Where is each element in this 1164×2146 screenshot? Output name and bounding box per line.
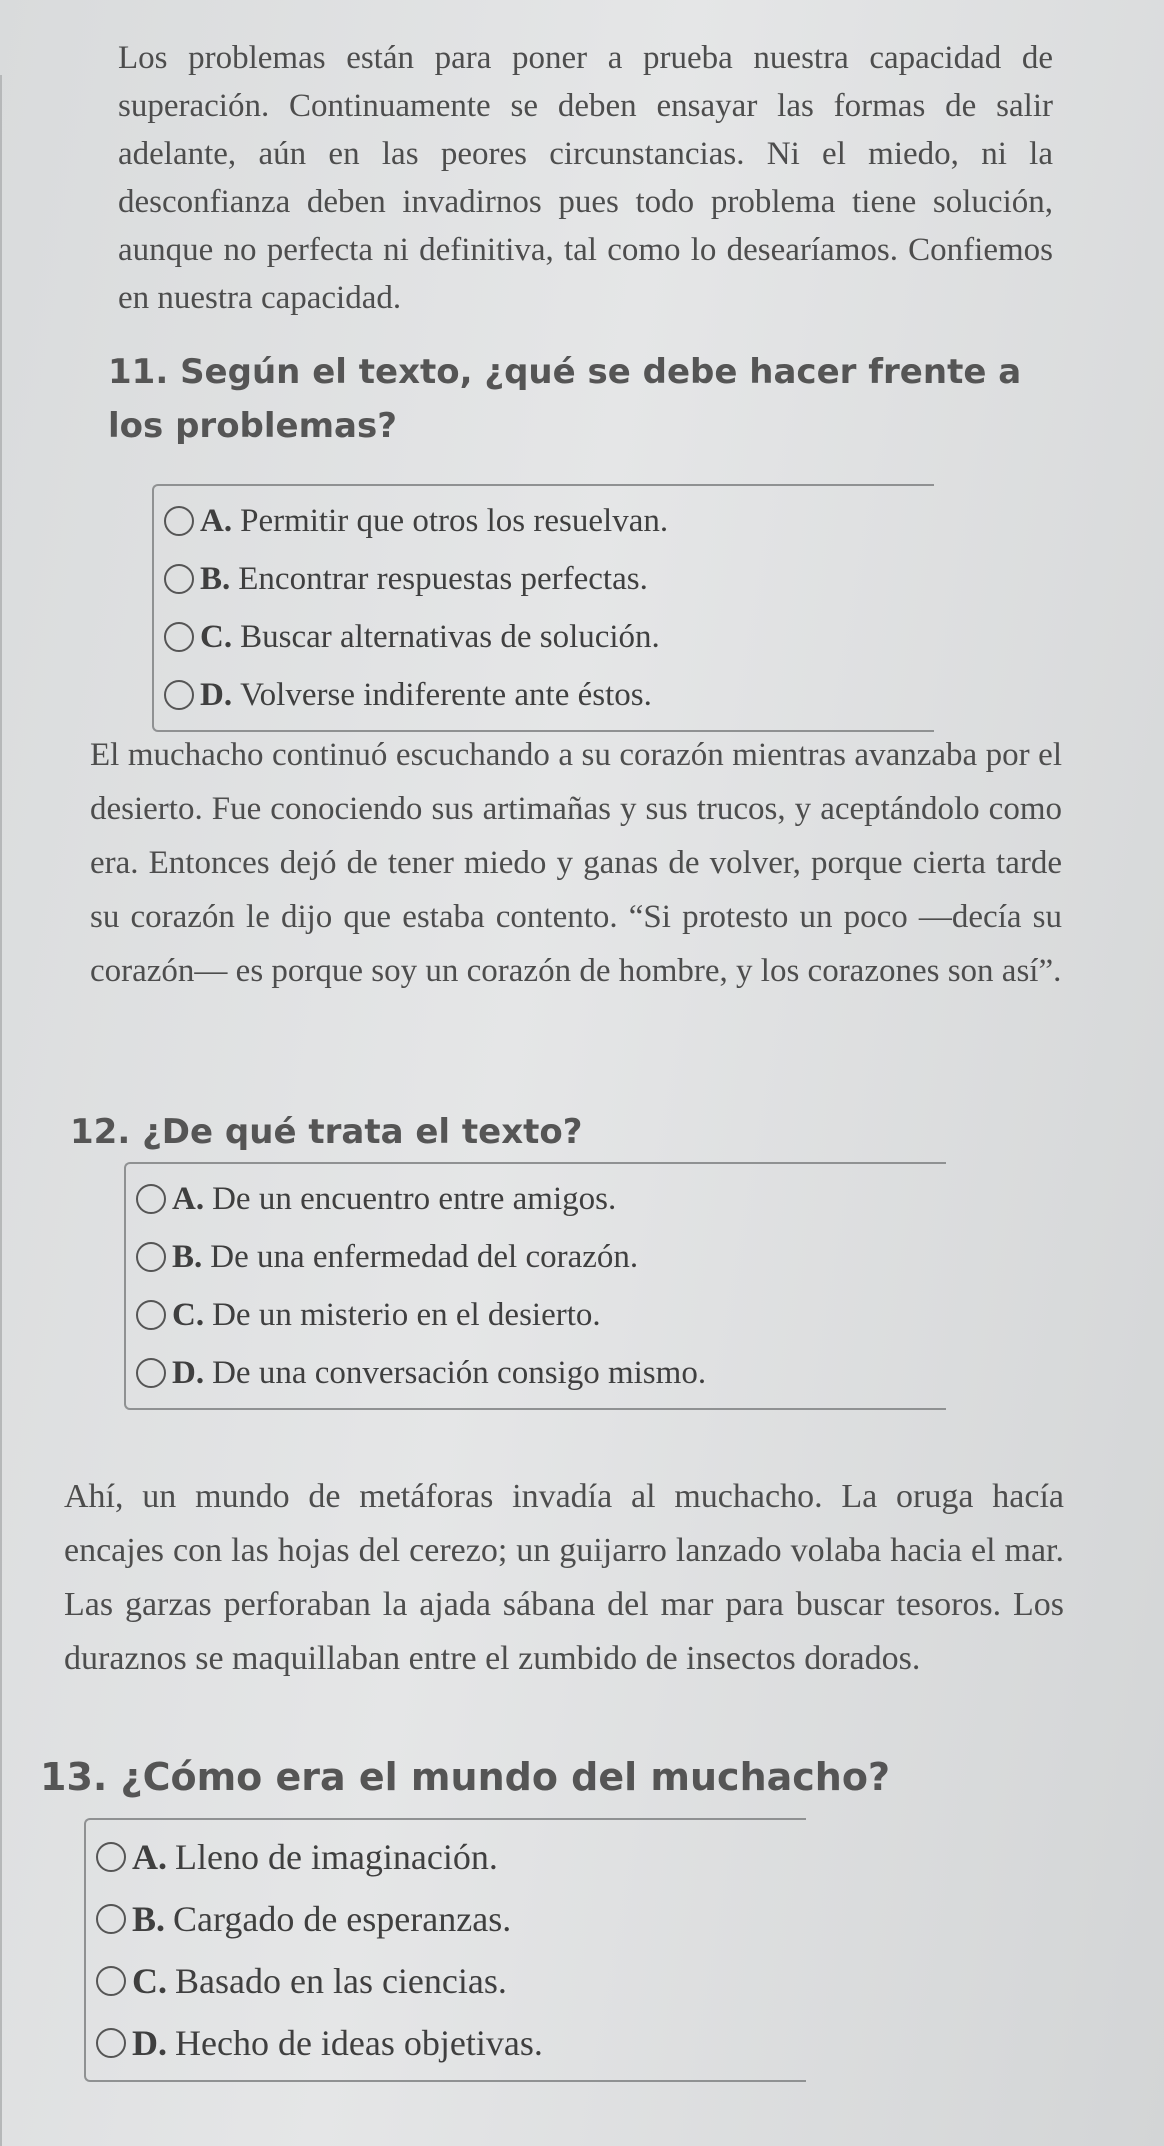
radio-circle-icon[interactable] — [136, 1242, 166, 1272]
option-13-c[interactable] — [86, 1950, 806, 2012]
option-text: Volverse indiferente ante éstos. — [240, 676, 652, 713]
option-text: De un encuentro entre amigos. — [212, 1180, 617, 1217]
radio-circle-icon[interactable] — [164, 564, 194, 594]
option-letter: D. — [132, 2023, 167, 2063]
option-13-d[interactable] — [86, 2012, 806, 2074]
option-letter: C. — [132, 1961, 167, 2001]
question-13-options — [84, 1818, 806, 2082]
question-11-options — [152, 484, 934, 732]
option-11-a[interactable] — [154, 492, 934, 550]
option-letter: D. — [172, 1354, 205, 1391]
passage-1: Los problemas están para poner a prueba nuestra capacidad de superación. Continuamente se deben ensayar las formas de salir adelante, aún en las peores circunstancias. Ni el miedo, ni la desconfianza deben invadirnos pues todo problema tiene solución, aunque no perfecta ni definitiva, tal como lo desearíamos. Confiemos en nuestra capacidad. — [118, 40, 1053, 316]
option-12-b[interactable] — [126, 1228, 946, 1286]
option-letter: A. — [200, 502, 233, 539]
radio-circle-icon[interactable] — [164, 506, 194, 536]
option-text: Basado en las ciencias. — [175, 1961, 507, 2001]
option-letter: B. — [200, 560, 231, 597]
passage-3: Ahí, un mundo de metáforas invadía al muchacho. La oruga hacía encajes con las hojas del cerezo; un guijarro lanzado volaba hacia el mar. Las garzas perforaban la ajada sábana del mar para buscar tesoros. Los duraznos se maquillaban entre el zumbido de insectos dorados. — [64, 1478, 1064, 1677]
page-margin-line — [0, 75, 2, 2146]
radio-circle-icon[interactable] — [164, 622, 194, 652]
option-letter: A. — [132, 1837, 167, 1877]
option-letter: C. — [200, 618, 233, 655]
question-12-options — [124, 1162, 946, 1410]
option-11-d[interactable] — [154, 666, 934, 724]
radio-circle-icon[interactable] — [96, 2028, 126, 2058]
radio-circle-icon[interactable] — [164, 680, 194, 710]
option-text: Permitir que otros los resuelvan. — [240, 502, 669, 539]
radio-circle-icon[interactable] — [136, 1358, 166, 1388]
option-11-c[interactable] — [154, 608, 934, 666]
option-letter: D. — [200, 676, 233, 713]
option-12-d[interactable] — [126, 1344, 946, 1402]
option-letter: B. — [132, 1899, 166, 1939]
option-text: Hecho de ideas objetivas. — [175, 2023, 543, 2063]
option-13-a[interactable] — [86, 1826, 806, 1888]
option-letter: A. — [172, 1180, 205, 1217]
option-letter: B. — [172, 1238, 203, 1275]
radio-circle-icon[interactable] — [96, 1842, 126, 1872]
option-text: Lleno de imaginación. — [175, 1837, 498, 1877]
option-text: Cargado de esperanzas. — [173, 1899, 512, 1939]
radio-circle-icon[interactable] — [136, 1300, 166, 1330]
passage-2: El muchacho continuó escuchando a su corazón mientras avanzaba por el desierto. Fue conociendo sus artimañas y sus trucos, y aceptándolo como era. Entonces dejó de tener miedo y ganas de volver, porque cierta tarde su corazón le dijo que estaba contento. “Si protesto un poco —decía su corazón— es porque soy un corazón de hombre, y los corazones son así”. — [90, 737, 1062, 989]
question-13: 13. ¿Cómo era el mundo del muchacho? — [40, 1755, 890, 1799]
question-12: 12. ¿De qué trata el texto? — [70, 1112, 583, 1152]
question-11: 11. Según el texto, ¿qué se debe hacer frente a los problemas? — [108, 352, 1022, 446]
option-text: De una conversación consigo mismo. — [212, 1354, 707, 1391]
option-12-a[interactable] — [126, 1170, 946, 1228]
option-text: Buscar alternativas de solución. — [240, 618, 660, 655]
radio-circle-icon[interactable] — [96, 1904, 126, 1934]
option-text: De una enfermedad del corazón. — [210, 1238, 639, 1275]
option-text: Encontrar respuestas perfectas. — [238, 560, 648, 597]
option-12-c[interactable] — [126, 1286, 946, 1344]
option-13-b[interactable] — [86, 1888, 806, 1950]
option-text: De un misterio en el desierto. — [212, 1296, 601, 1333]
radio-circle-icon[interactable] — [96, 1966, 126, 1996]
option-letter: C. — [172, 1296, 205, 1333]
option-11-b[interactable] — [154, 550, 934, 608]
radio-circle-icon[interactable] — [136, 1184, 166, 1214]
